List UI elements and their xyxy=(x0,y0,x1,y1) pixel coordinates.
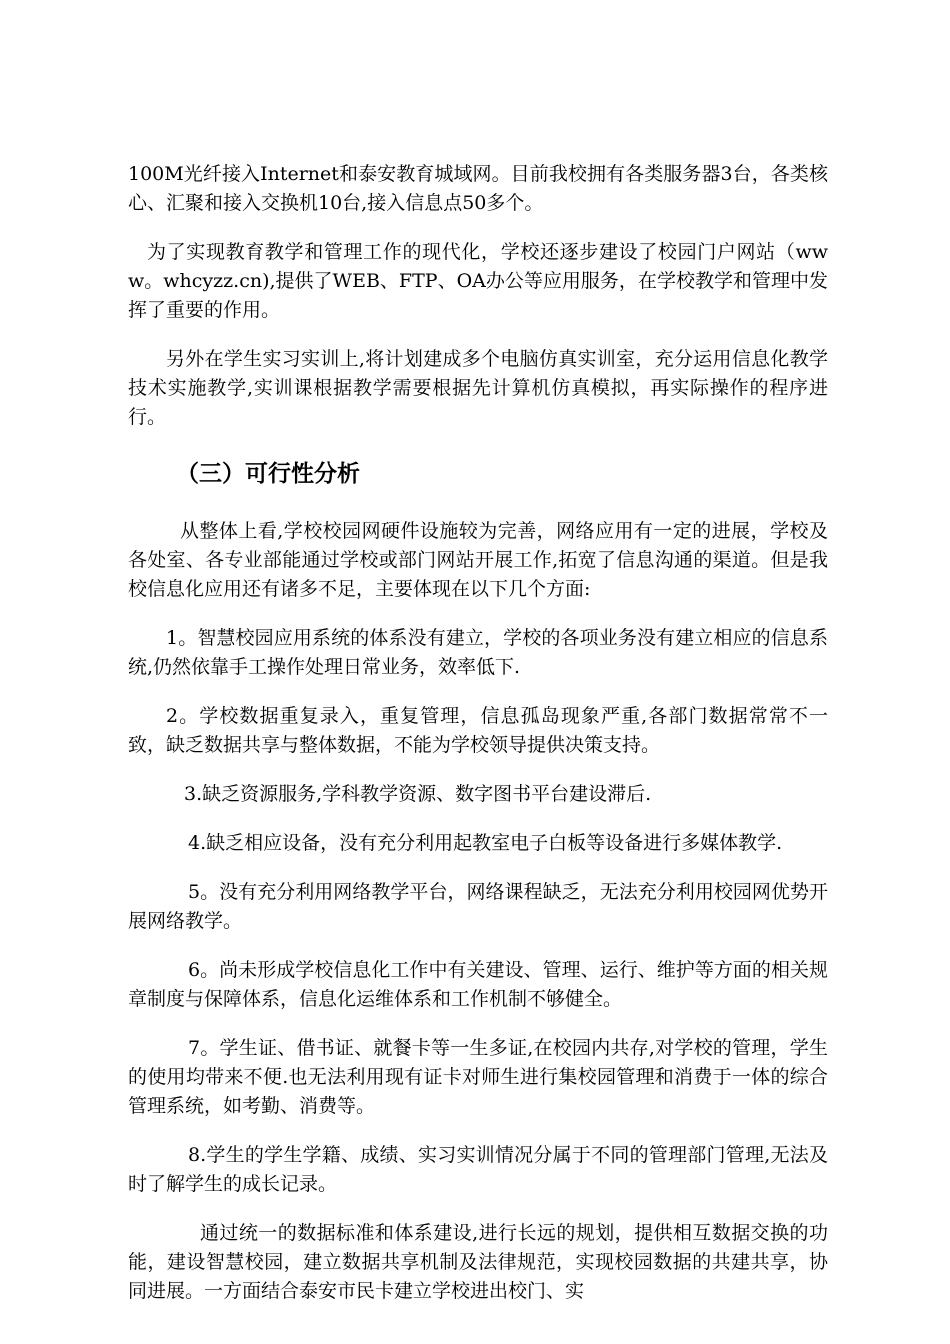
paragraph-network-access: 100M光纤接入Internet和泰安教育城域网。目前我校拥有各类服务器3台，各类核心、汇聚和接入交换机10台,接入信息点50多个。 xyxy=(128,163,828,214)
list-item-7: 7。学生证、借书证、就餐卡等一生多证,在校园内共存,对学校的管理，学生的使用均带来不便.也无法利用现有证卡对师生进行集校园管理和消费于一体的综合管理系统，如考勤、消费等。 xyxy=(128,1037,828,1117)
paragraph-overview: 从整体上看,学校校园网硬件设施较为完善，网络应用有一定的进展，学校及各处室、各专业部能通过学校或部门网站开展工作,拓宽了信息沟通的渠道。但是我校信息化应用还有诸多不足，主要体现在以下几个方面: xyxy=(128,520,828,600)
list-item-4: 4.缺乏相应设备，没有充分利用起教室电子白板等设备进行多媒体教学. xyxy=(188,832,783,854)
list-item-5: 5。没有充分利用网络教学平台，网络课程缺乏，无法充分利用校园网优势开展网络教学。 xyxy=(128,881,828,932)
list-item-8: 8.学生的学生学籍、成绩、实习实训情况分属于不同的管理部门管理,无法及时了解学生的成长记录。 xyxy=(128,1144,828,1195)
paragraph-campus-portal: 为了实现教育教学和管理工作的现代化，学校还逐步建设了校园门户网站（www。whcyzz.cn),提供了WEB、FTP、OA办公等应用服务，在学校教学和管理中发挥了重要的作用。 xyxy=(128,241,828,321)
paragraph-training-rooms: 另外在学生实习实训上,将计划建成多个电脑仿真实训室，充分运用信息化教学技术实施教学,实训课根据教学需要根据先计算机仿真模拟，再实际操作的程序进行。 xyxy=(128,348,828,428)
list-item-3: 3.缺乏资源服务,学科教学资源、数字图书平台建设滞后. xyxy=(184,783,652,805)
paragraph-closing: 通过统一的数据标准和体系建设,进行长远的规划，提供相互数据交换的功能，建设智慧校园，建立数据共享机制及法律规范，实现校园数据的共建共享，协同进展。一方面结合泰安市民卡建立学校进出校门、实 xyxy=(128,1222,828,1302)
list-item-2: 2。学校数据重复录入，重复管理，信息孤岛现象严重,各部门数据常常不一致，缺乏数据共享与整体数据，不能为学校领导提供决策支持。 xyxy=(128,705,828,756)
section-heading-feasibility: （三）可行性分析 xyxy=(176,461,360,487)
list-item-6: 6。尚未形成学校信息化工作中有关建设、管理、运行、维护等方面的相关规章制度与保障体系，信息化运维体系和工作机制不够健全。 xyxy=(128,959,828,1010)
list-item-1: 1。智慧校园应用系统的体系没有建立，学校的各项业务没有建立相应的信息系统,仍然依靠手工操作处理日常业务，效率低下. xyxy=(128,627,828,678)
document-body xyxy=(128,160,828,1306)
